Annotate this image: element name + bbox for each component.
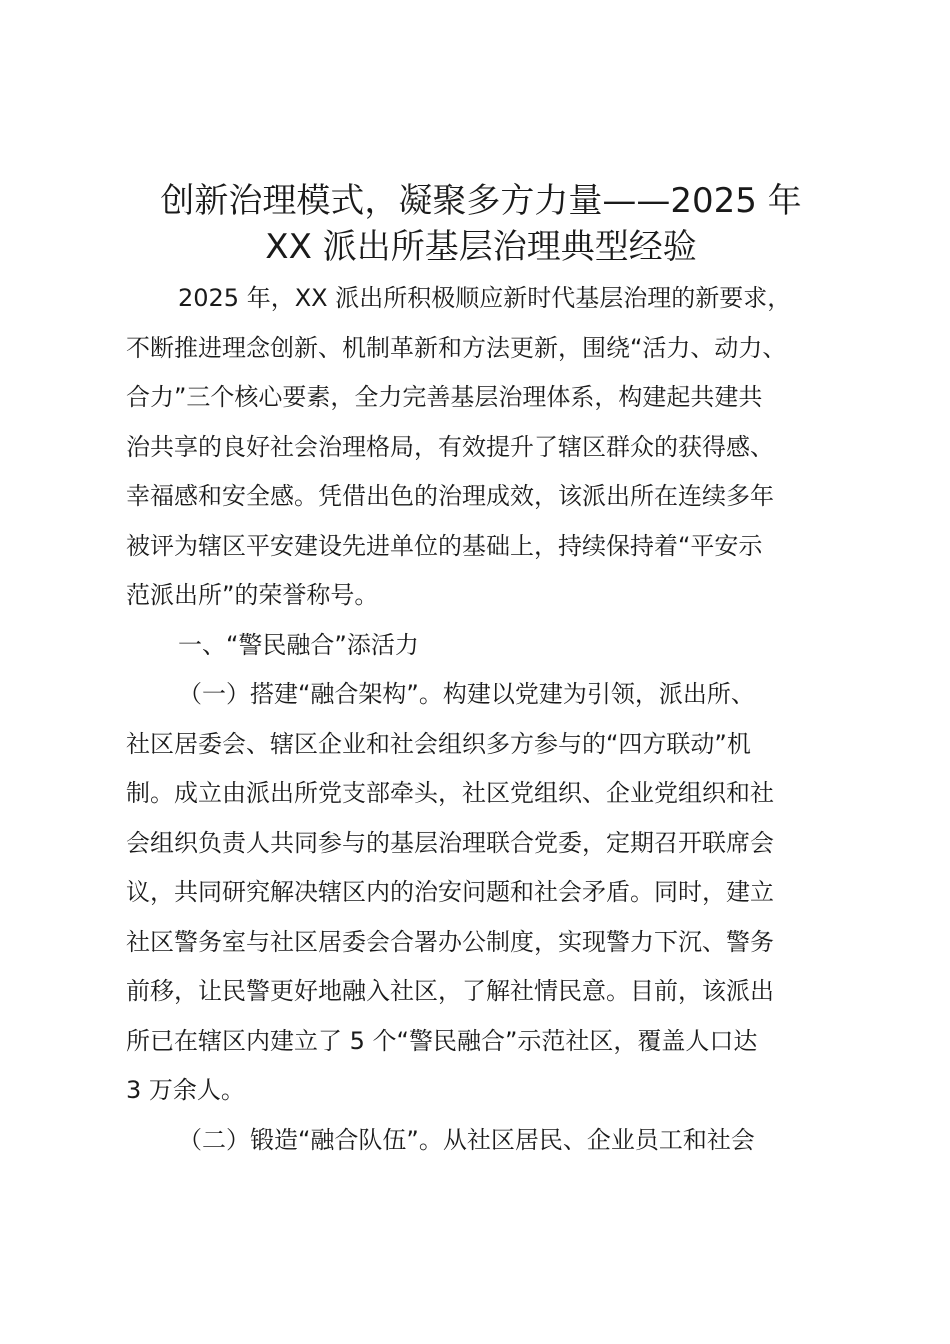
paragraph-subsection-1: [126, 670, 836, 1116]
paragraph-line: 议，共同研究解决辖区内的治安问题和社会矛盾。同时，建立: [126, 878, 774, 906]
paragraph-line: （二）锻造“融合队伍”。从社区居民、企业员工和社会: [178, 1125, 755, 1154]
paragraph-line: （一）搭建“融合架构”。构建以党建为引领，派出所、: [178, 680, 755, 708]
paragraph-line: 2025 年，XX 派出所积极顺应新时代基层治理的新要求，: [178, 284, 792, 312]
paragraph-line: 被评为辖区平安建设先进单位的基础上，持续保持着“平安示: [126, 531, 763, 560]
paragraph-line: 所已在辖区内建立了 5 个“警民融合”示范社区，覆盖人口达: [126, 1026, 758, 1055]
paragraph-line: 不断推进理念创新、机制革新和方法更新，围绕“活力、动力、: [126, 333, 787, 362]
paragraph-intro: [126, 274, 836, 621]
paragraph-line: 社区警务室与社区居委会合署办公制度，实现警力下沉、警务: [126, 927, 774, 956]
document-title: [126, 178, 836, 270]
section-heading-text: 一、“警民融合”添活力: [178, 630, 419, 659]
paragraph-line: 范派出所”的荣誉称号。: [126, 581, 379, 609]
paragraph-line: 制。成立由派出所党支部牵头，社区党组织、企业党组织和社: [126, 779, 774, 807]
paragraph-line: 前移，让民警更好地融入社区，了解社情民意。目前，该派出: [126, 977, 774, 1005]
paragraph-subsection-2: [126, 1116, 836, 1166]
title-line-1: 创新治理模式，凝聚多方力量——2025 年: [160, 181, 802, 221]
section-heading: [126, 621, 836, 671]
document-page: [126, 178, 836, 1165]
paragraph-line: 幸福感和安全感。凭借出色的治理成效，该派出所在连续多年: [126, 482, 774, 510]
document-body: [126, 274, 836, 1165]
paragraph-line: 会组织负责人共同参与的基层治理联合党委，定期召开联席会: [126, 828, 774, 857]
paragraph-line: 3 万余人。: [126, 1076, 245, 1104]
paragraph-line: 治共享的良好社会治理格局，有效提升了辖区群众的获得感、: [126, 432, 774, 461]
paragraph-line: 合力”三个核心要素，全力完善基层治理体系，构建起共建共: [126, 383, 763, 411]
paragraph-line: 社区居委会、辖区企业和社会组织多方参与的“四方联动”机: [126, 729, 751, 758]
title-line-2: XX 派出所基层治理典型经验: [265, 227, 697, 267]
